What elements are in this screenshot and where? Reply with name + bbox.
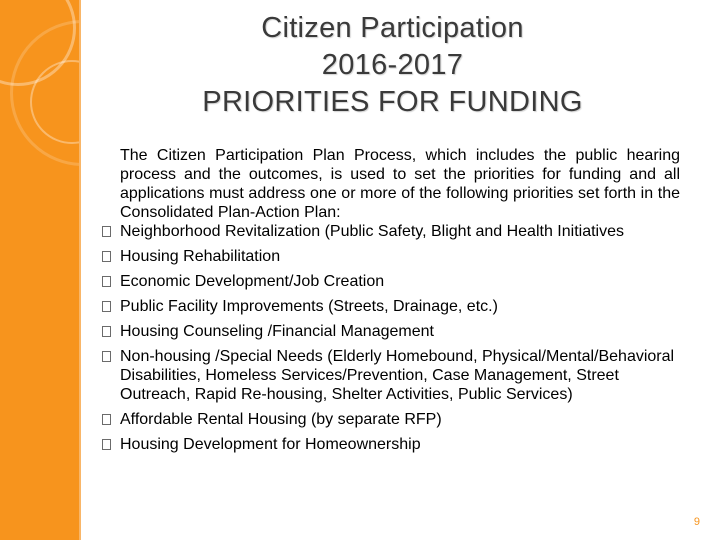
bullet-box-icon: [102, 414, 111, 425]
list-item: [102, 410, 680, 429]
bullet-box-icon: [102, 326, 111, 337]
bullet-box-icon: [102, 226, 111, 237]
page-number: 9: [693, 516, 700, 528]
title-line: Citizen Participation: [261, 12, 524, 44]
list-item: [102, 435, 680, 454]
bullet-box-icon: [102, 439, 111, 450]
list-item: [102, 322, 680, 341]
list-item-text: Housing Counseling /Financial Management: [120, 323, 434, 340]
priorities-list: [102, 222, 680, 454]
list-item: [102, 222, 680, 241]
list-item: [102, 247, 680, 266]
list-item-text: Housing Development for Homeownership: [120, 436, 421, 453]
title-line: PRIORITIES FOR FUNDING: [202, 86, 583, 118]
sidebar-decoration: [0, 0, 79, 540]
intro-paragraph: The Citizen Participation Plan Process, which includes the public hearing process and the outcomes, is used to set the priorities for funding and all applications must address one or more of the following priorities set forth in the Consolidated Plan-Action Plan:: [120, 147, 680, 221]
bullet-box-icon: [102, 351, 111, 362]
bullet-box-icon: [102, 301, 111, 312]
slide-title: [120, 10, 665, 121]
list-item: [102, 297, 680, 316]
sidebar-edge: [79, 0, 81, 540]
list-item-text: Non-housing /Special Needs (Elderly Homebound, Physical/Mental/Behavioral Disabilities, Homeless Services/Prevention, Case Management, Street Outreach, Rapid Re-housing, Shelter Activities, Public Services): [120, 348, 675, 403]
bullet-box-icon: [102, 276, 111, 287]
list-item: [102, 272, 680, 291]
list-item-text: Affordable Rental Housing (by separate RFP): [120, 411, 442, 428]
list-item-text: Neighborhood Revitalization (Public Safety, Blight and Health Initiatives: [120, 223, 624, 240]
list-item: [102, 347, 680, 404]
title-line: 2016-2017: [321, 49, 464, 81]
slide-body: [102, 146, 680, 454]
list-item-text: Economic Development/Job Creation: [120, 273, 385, 290]
list-item-text: Public Facility Improvements (Streets, Drainage, etc.): [120, 298, 498, 315]
list-item-text: Housing Rehabilitation: [120, 248, 281, 265]
bullet-box-icon: [102, 251, 111, 262]
